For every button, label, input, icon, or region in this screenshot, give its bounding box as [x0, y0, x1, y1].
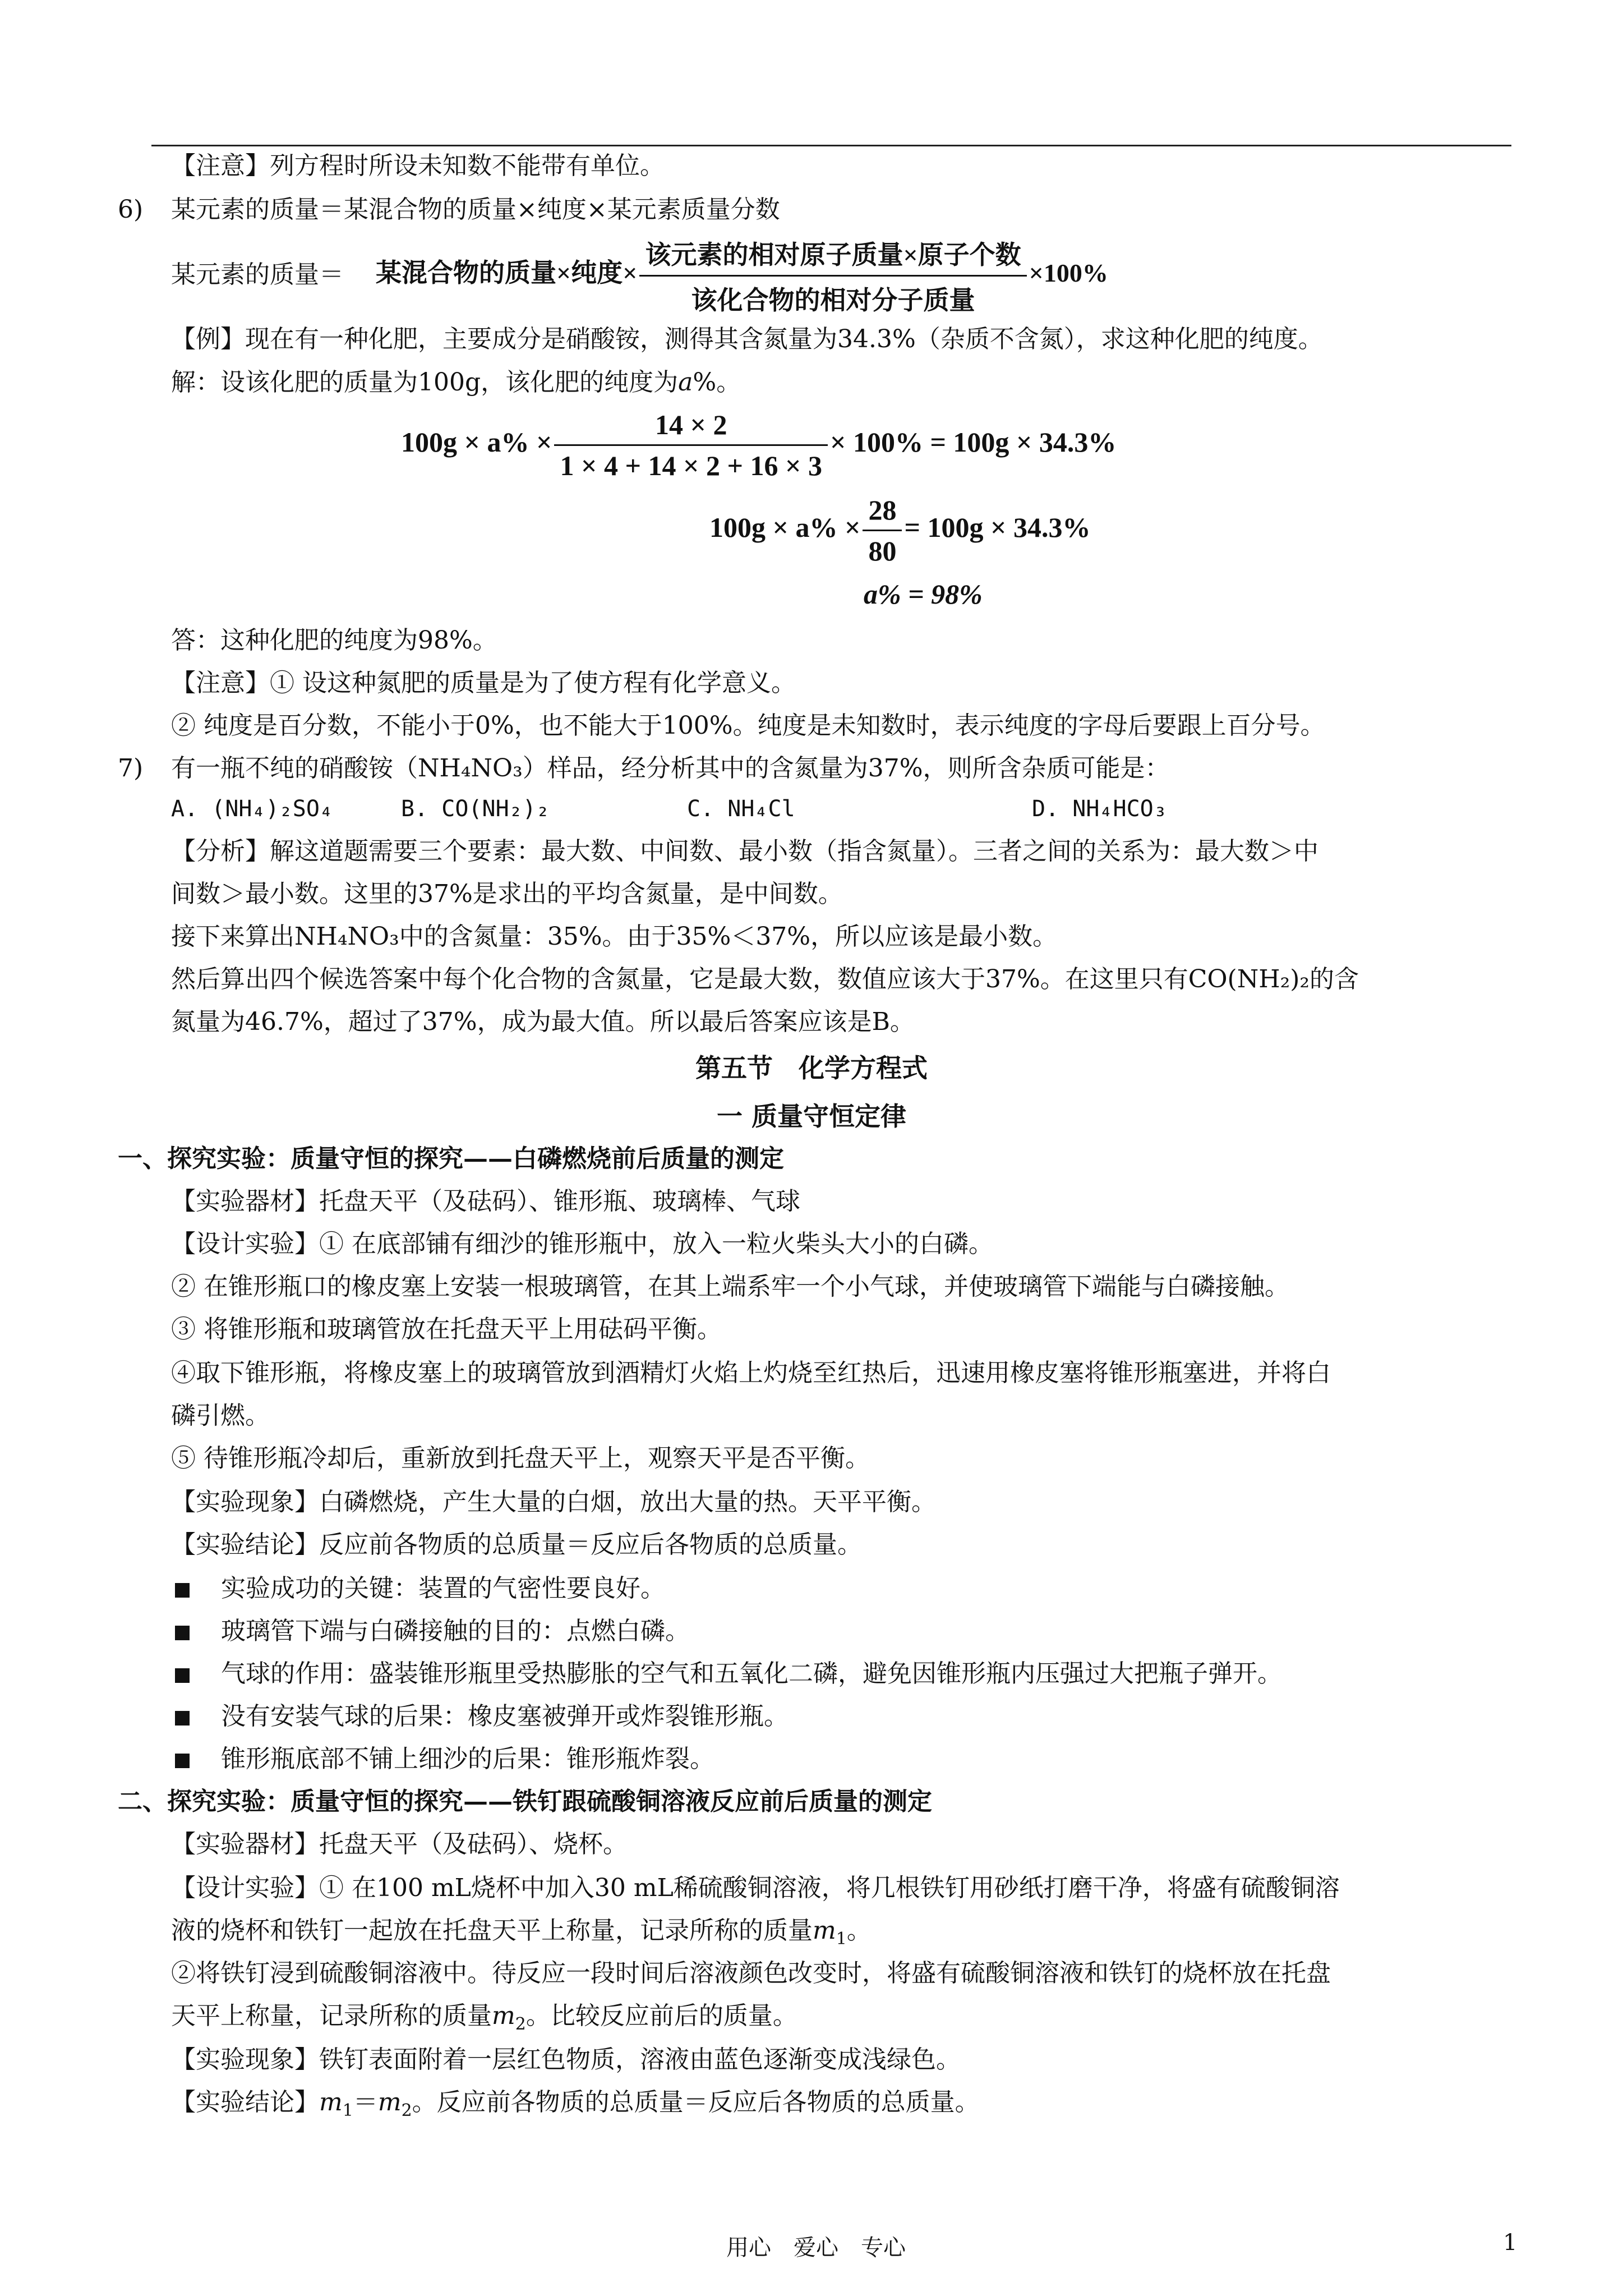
square-bullet-icon	[175, 1711, 190, 1726]
bullet-item: 玻璃管下端与白磷接触的目的：点燃白磷。	[175, 1614, 690, 1648]
footer-motto: 用心 爱心 专心	[726, 2235, 906, 2261]
square-bullet-icon	[175, 1668, 190, 1683]
analysis-3: 接下来算出NH₄NO₃中的含氮量：35%。由于35%＜37%，所以应该是最小数。	[171, 922, 1058, 951]
experiment-1-design-1: 【设计实验】① 在底部铺有细沙的锥形瓶中，放入一粒火柴头大小的白磷。	[171, 1230, 993, 1258]
note-no-units: 【注意】列方程时所设未知数不能带有单位。	[171, 151, 665, 180]
square-bullet-icon	[175, 1583, 190, 1598]
option-c: C. NH₄Cl	[687, 796, 795, 822]
option-a: A. (NH₄)₂SO₄	[171, 796, 333, 822]
item-number-6: 6)	[118, 195, 144, 224]
experiment-2-conclusion: 【实验结论】$m_1=m_2$。反应前各物质的总质量＝反应后各物质的总质量。	[171, 2088, 980, 2120]
note-1: 【注意】① 设这种氮肥的质量是为了使方程有化学意义。	[171, 669, 796, 697]
answer: 答：这种化肥的纯度为98%。	[171, 626, 497, 655]
option-b: B. CO(NH₂)₂	[401, 796, 550, 822]
experiment-2-design-1b: 液的烧杯和铁钉一起放在托盘天平上称量，记录所称的质量$m_1$。	[171, 1916, 872, 1949]
element-mass-formula: 某混合物的质量×纯度× $\frac{\text{该元素的相对原子质量×原子个数}}{\text{该化合物的相对分子质量}}$ ×100%	[376, 234, 1108, 317]
equation-1: 100g × a% × $\frac{14 \times 2}{1 \times 4 + 14 \times 2 + 16 \times 3}$ × 100% = 100g × 34.3%	[401, 409, 1117, 481]
experiment-2-design-2a: ②将铁钉浸到硫酸铜溶液中。待反应一段时间后溶液颜色改变时，将盛有硫酸铜溶液和铁钉的烧杯放在托盘	[171, 1959, 1331, 1987]
experiment-1-title: 一、探究实验：质量守恒的探究——白磷燃烧前后质量的测定	[118, 1144, 784, 1173]
subsection-title: 一 质量守恒定律	[716, 1101, 906, 1131]
experiment-1-design-4b: 磷引燃。	[171, 1401, 270, 1430]
bullet-item: 气球的作用：盛装锥形瓶里受热膨胀的空气和五氧化二磷，避免因锥形瓶内压强过大把瓶子弹开。	[175, 1657, 1282, 1691]
header-rule	[151, 145, 1511, 146]
analysis-4: 然后算出四个候选答案中每个化合物的含氮量，它是最大数，数值应该大于37%。在这里只有CO(NH₂)₂的含	[171, 965, 1359, 993]
formula-fraction: $\frac{\text{该元素的相对原子质量×原子个数}}{\text{该化合物的相对分子质量}}$	[639, 234, 1026, 317]
option-d: D. NH₄HCO₃	[1032, 796, 1167, 822]
equation-2: 100g × a% × $\frac{28}{80}$ = 100g × 34.3%	[709, 494, 1091, 567]
experiment-2-design-1: 【设计实验】① 在100 mL烧杯中加入30 mL稀硫酸铜溶液，将几根铁钉用砂纸打磨干净，将盛有硫酸铜溶	[171, 1874, 1340, 1902]
experiment-1-design-2: ② 在锥形瓶口的橡皮塞上安装一根玻璃管，在其上端系牢一个小气球，并使玻璃管下端能与白磷接触。	[171, 1272, 1289, 1301]
bullet-item: 没有安装气球的后果：橡皮塞被弹开或炸裂锥形瓶。	[175, 1700, 789, 1733]
section-title: 第五节 化学方程式	[695, 1053, 928, 1083]
bullet-item: 锥形瓶底部不铺上细沙的后果：锥形瓶炸裂。	[175, 1742, 714, 1776]
page-number: 1	[1503, 2230, 1518, 2256]
experiment-1-design-3: ③ 将锥形瓶和玻璃管放在托盘天平上用砝码平衡。	[171, 1315, 722, 1343]
experiment-2-title: 二、探究实验：质量守恒的探究——铁钉跟硫酸铜溶液反应前后质量的测定	[118, 1787, 932, 1816]
solution-setup: 解：设该化肥的质量为100g，该化肥的纯度为a%。	[171, 368, 741, 397]
experiment-2-design-2b: 天平上称量，记录所称的质量$m_2$。比较反应前后的质量。	[171, 2001, 797, 2034]
square-bullet-icon	[175, 1754, 190, 1768]
example-question: 【例】现在有一种化肥，主要成分是硝酸铵，测得其含氮量为34.3%（杂质不含氮），求这种化肥的纯度。	[171, 325, 1323, 353]
experiment-1-conclusion: 【实验结论】反应前各物质的总质量＝反应后各物质的总质量。	[171, 1530, 862, 1559]
experiment-1-design-5: ⑤ 待锥形瓶冷却后，重新放到托盘天平上，观察天平是否平衡。	[171, 1444, 870, 1473]
experiment-1-design-4a: ④取下锥形瓶，将橡皮塞上的玻璃管放到酒精灯火焰上灼烧至红热后，迅速用橡皮塞将锥形瓶塞进，并将白	[171, 1359, 1331, 1387]
element-mass-rule: 某元素的质量＝某混合物的质量×纯度×某元素质量分数	[171, 195, 780, 224]
experiment-2-equipment: 【实验器材】托盘天平（及砝码）、烧杯。	[171, 1830, 628, 1858]
item-number-7: 7)	[118, 754, 144, 783]
analysis-2: 间数＞最小数。这里的37%是求出的平均含氮量，是中间数。	[171, 880, 843, 908]
note-2: ② 纯度是百分数，不能小于0%，也不能大于100%。纯度是未知数时，表示纯度的字母后要跟上百分号。	[171, 711, 1325, 740]
bullet-item: 实验成功的关键：装置的气密性要良好。	[175, 1572, 665, 1605]
analysis-1: 【分析】解这道题需要三个要素：最大数、中间数、最小数（指含氮量）。三者之间的关系为：最大数＞中	[171, 837, 1318, 866]
question-7: 有一瓶不纯的硝酸铵（NH₄NO₃）样品，经分析其中的含氮量为37%，则所含杂质可能是：	[171, 754, 1170, 783]
experiment-1-equipment: 【实验器材】托盘天平（及砝码）、锥形瓶、玻璃棒、气球	[171, 1187, 800, 1216]
experiment-1-phenomenon: 【实验现象】白磷燃烧，产生大量的白烟，放出大量的热。天平平衡。	[171, 1488, 936, 1516]
formula-prefix: 某元素的质量＝	[171, 260, 344, 289]
analysis-5: 氮量为46.7%，超过了37%，成为最大值。所以最后答案应该是B。	[171, 1007, 915, 1036]
experiment-2-phenomenon: 【实验现象】铁钉表面附着一层红色物质，溶液由蓝色逐渐变成浅绿色。	[171, 2045, 961, 2074]
square-bullet-icon	[175, 1626, 190, 1640]
equation-3: a% = 98%	[864, 578, 983, 610]
